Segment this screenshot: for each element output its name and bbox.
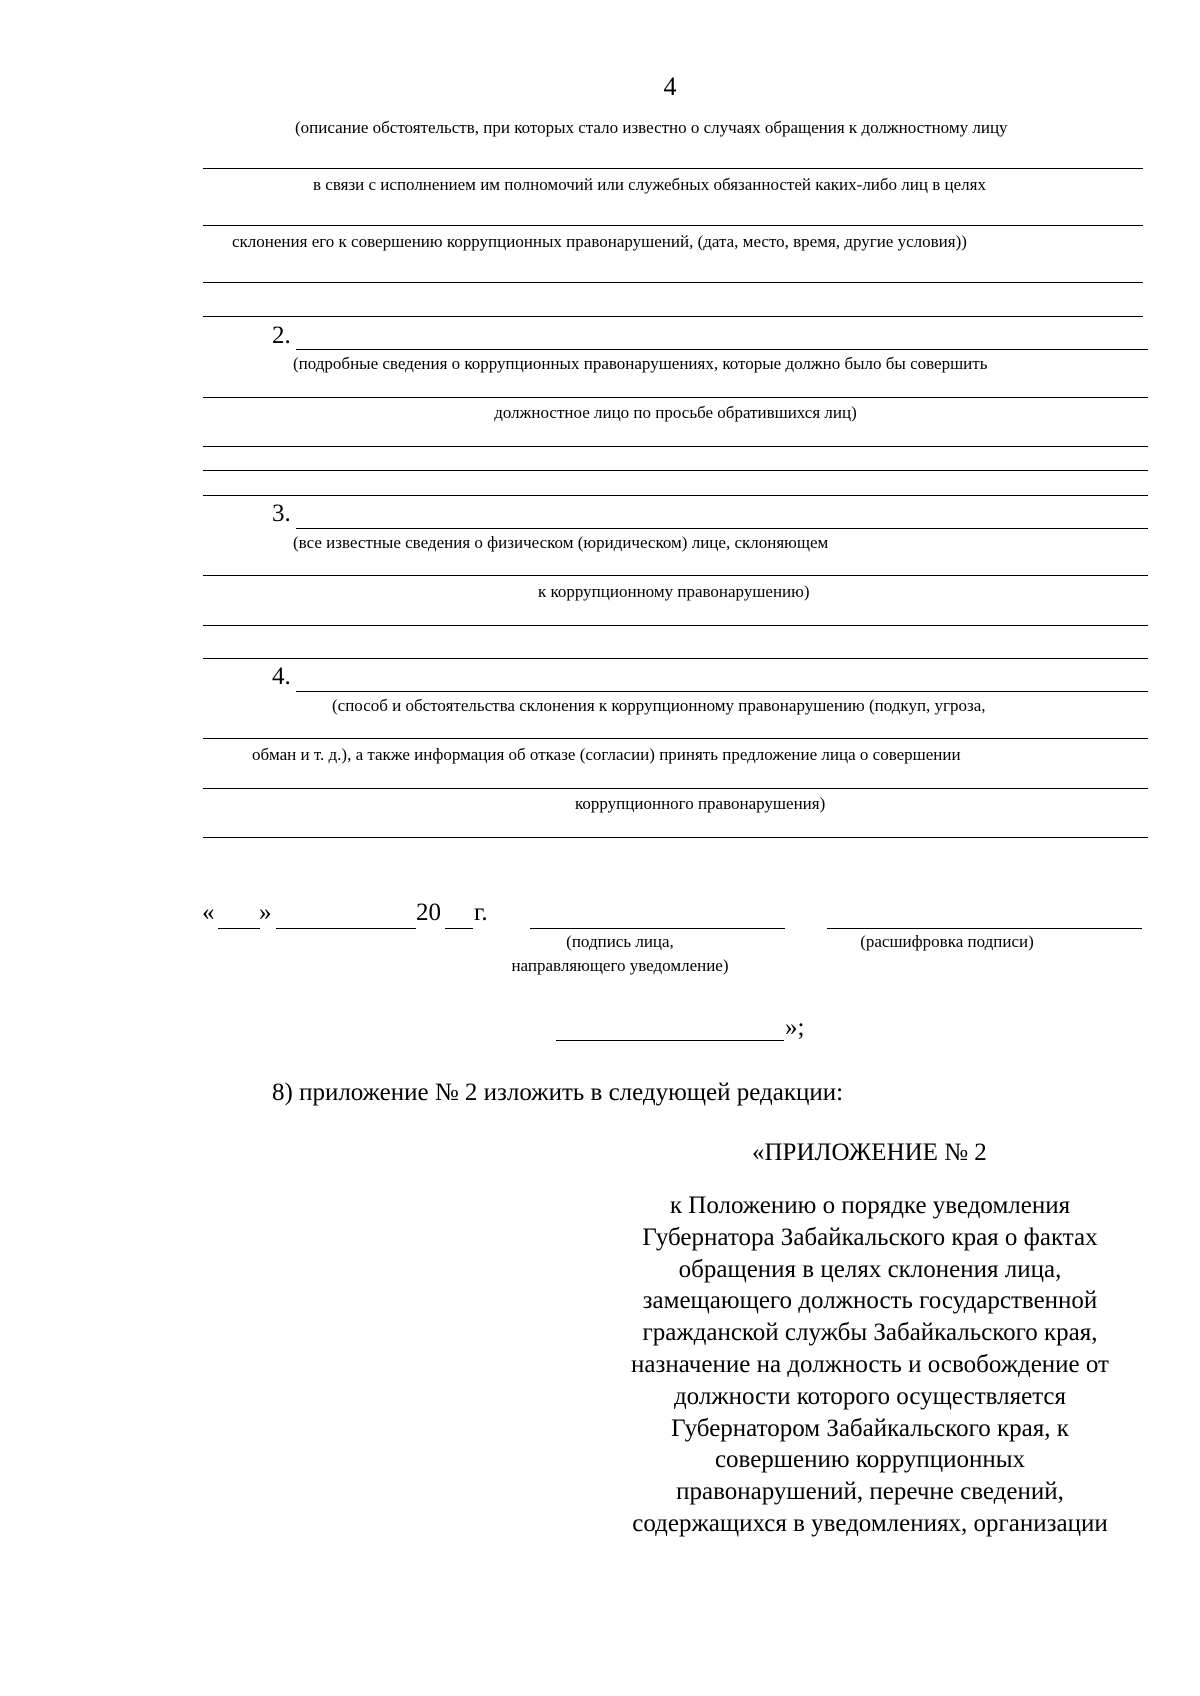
section1-caption-line3: склонения его к совершению коррупционных правонарушений, (дата, место, время, другие условия)) [232,232,967,251]
signature-decode-line [827,928,1142,929]
appendix-line: Губернатором Забайкальского края, к [671,1414,1069,1442]
fill-line [296,691,1148,692]
appendix-line: Губернатора Забайкальского края о фактах [642,1223,1098,1251]
fill-line [203,282,1143,283]
appendix-line: гражданской службы Забайкальского края, [642,1319,1098,1347]
fill-line [203,316,1143,317]
signature-line [530,928,785,929]
amendment-text: 8) приложение № 2 изложить в следующей редакции: [272,1079,844,1106]
fill-line [203,738,1148,739]
day-fill-line [218,928,260,929]
appendix-description [595,1190,1145,1540]
section4-number: 4. [272,663,291,690]
month-fill-line [276,928,416,929]
appendix-title: «ПРИЛОЖЕНИЕ № 2 [752,1139,987,1166]
signature-caption-1: (подпись лица, [566,932,674,951]
fill-line [203,446,1148,447]
fill-line [203,225,1143,226]
fill-line [296,349,1148,350]
fill-line [203,397,1148,398]
section3-caption-line2: к коррупционному правонарушению) [538,582,810,601]
appendix-line: назначение на должность и освобождение от [630,1350,1109,1378]
section4-caption-line1: (способ и обстоятельства склонения к коррупционному правонарушению (подкуп, угроза, [332,696,986,715]
signature-decode-caption: (расшифровка подписи) [860,932,1034,951]
date-close-quote: » [259,899,272,926]
section1-caption-line2: в связи с исполнением им полномочий или служебных обязанностей каких-либо лиц в целях [313,175,986,194]
section2-number: 2. [272,322,291,349]
appendix-line: содержащихся в уведомлениях, организации [632,1509,1108,1537]
section4-caption-line3: коррупционного правонарушения) [575,794,826,813]
appendix-line: совершению коррупционных [714,1446,1026,1474]
date-open-quote: « [202,899,215,926]
fill-line [203,168,1143,169]
section3-caption-line1: (все известные сведения о физическом (юридическом) лице, склоняющем [293,533,829,552]
section4-caption-line2: обман и т. д.), а также информация об отказе (согласии) принять предложение лица о совершении [252,745,961,764]
appendix-line: должности которого осуществляется [673,1382,1067,1410]
section2-caption-line2: должностное лицо по просьбе обратившихся лиц) [494,403,857,422]
appendix-line: правонарушений, перечне сведений, [676,1478,1064,1506]
fill-line [203,575,1148,576]
closing-fill-line [556,1040,784,1041]
fill-line [203,495,1148,496]
page-number: 4 [663,72,677,101]
section2-caption-line1: (подробные сведения о коррупционных правонарушениях, которые должно было бы совершить [293,354,988,373]
section3-number: 3. [272,500,291,527]
fill-line [203,788,1148,789]
fill-line [203,470,1148,471]
signature-caption-2: направляющего уведомление) [511,956,729,975]
year-prefix: 20 [416,899,441,926]
fill-line [203,625,1148,626]
closing-quote: »; [785,1014,805,1041]
year-suffix: г. [474,899,488,926]
fill-line [296,528,1148,529]
fill-line [203,837,1148,838]
year-fill-line [445,928,473,929]
appendix-line: замещающего должность государственной [642,1287,1098,1315]
fill-line [203,658,1148,659]
appendix-line: к Положению о порядке уведомления [669,1192,1071,1219]
section1-caption-line1: (описание обстоятельств, при которых стало известно о случаях обращения к должностному лицу [295,118,1008,137]
appendix-line: обращения в целях склонения лица, [678,1255,1062,1283]
